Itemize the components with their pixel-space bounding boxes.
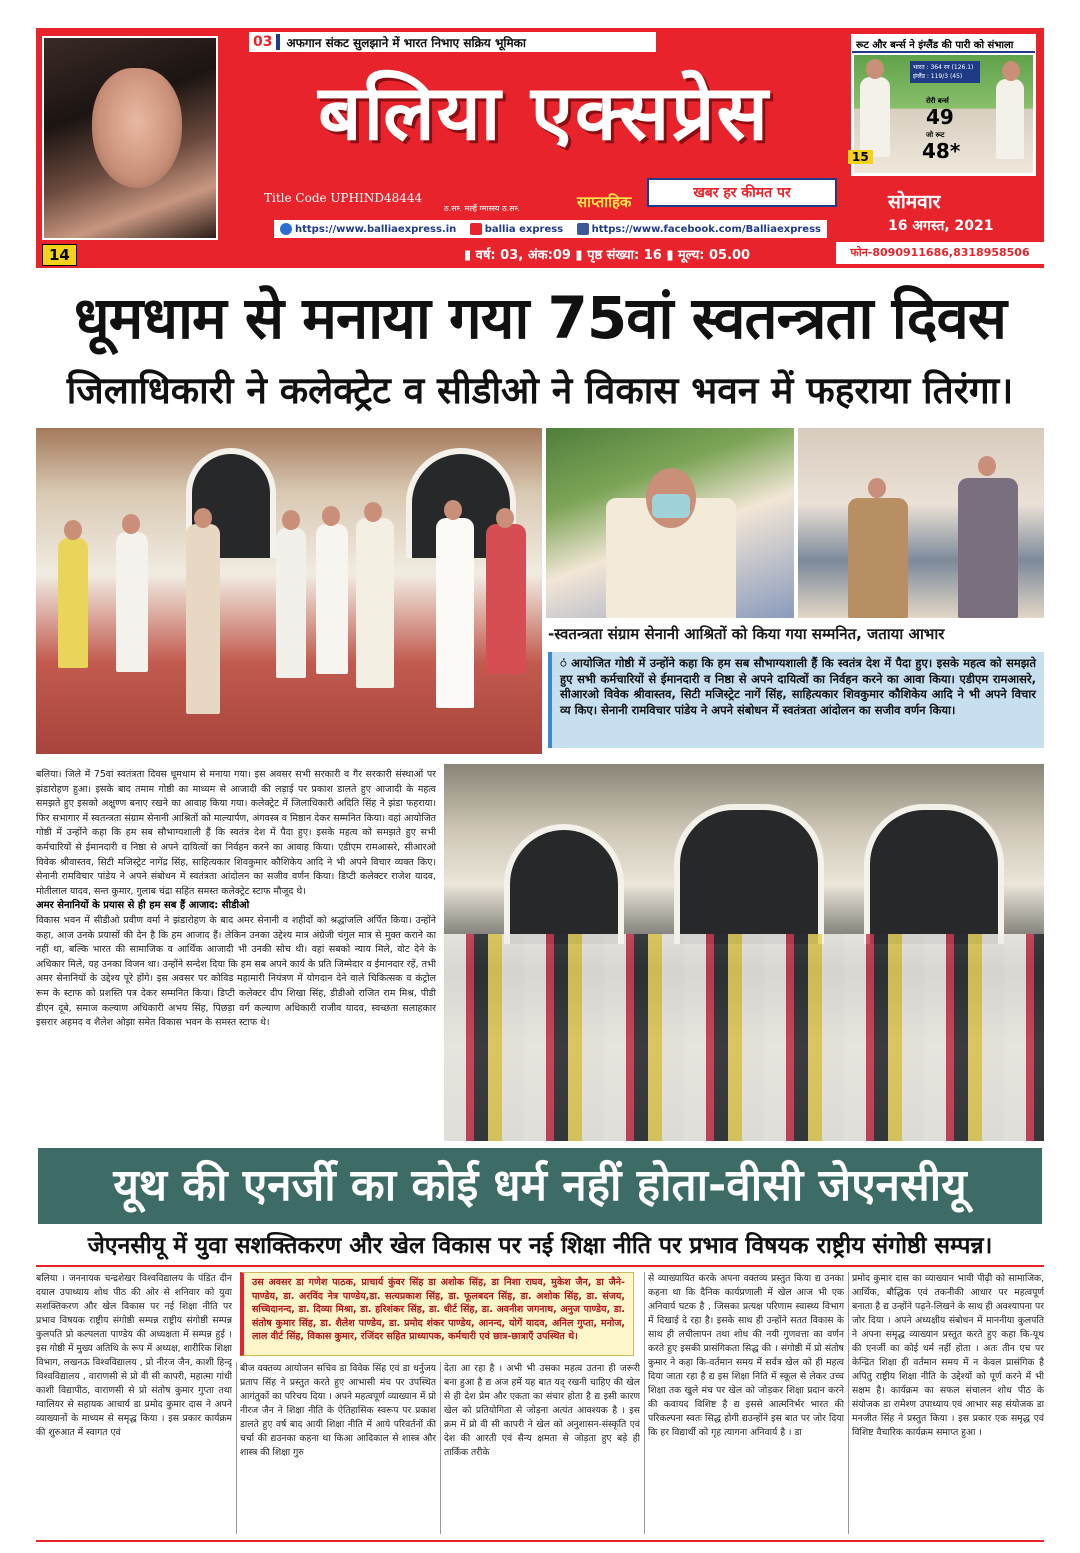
model-portrait-image: [42, 36, 218, 240]
issue-info: ▮ वर्ष: 03, अंक:09 ▮ पृष्ठ संख्या: 16 ▮ मूल्य: 05.00: [464, 248, 751, 263]
website-link[interactable]: https://www.balliaexpress.in: [280, 223, 456, 235]
ticker-text: अफगान संकट सुलझाने में भारत निभाए सक्रिय भूमिका: [286, 35, 526, 50]
youtube-icon: [470, 223, 482, 235]
cricket-headline: रूट और बर्न्स ने इंग्लैंड की पारी को संभाला: [852, 35, 1035, 53]
issue-date: 16 अगस्त, 2021: [888, 218, 994, 234]
cricket-photo: [854, 55, 1033, 173]
player1-score: 49: [926, 105, 954, 129]
divider: [848, 1272, 849, 1534]
weekday: सोमवार: [888, 191, 941, 213]
photo-caption: -स्वतन्त्रता संग्राम सेनानी आश्रितों को किया गया सम्मनित, जताया आभार: [548, 625, 945, 643]
masthead: [36, 28, 1044, 268]
story1-paragraph-1: बलिया। जिले में 75वां स्वतंत्रता दिवस धूमधाम से मनाया गया। इस अवसर सभी सरकारी व गैर सरकारी संस्थाओं पर झंडारोहण हुआ। इसके बाद तमाम गोष्ठी का माध्यम से आजादी की लड़ाई पर प्रकाश डालते हुए आजादी के महत्व समझते हुए इसको अक्षुण्ण बनाए रखने का आवाह किया गया। कलेक्ट्रेट में जिलाधिकारी अदिति सिंह ने झंडा फहराया। फिर सभागार में स्वतन्त्रता संग्राम सेनानी आश्रितों को माल्यार्पण, अंगवस्त्र व मिष्ठान देकर सम्मनित किया। वहां आयोजित गोष्ठी में उन्होंने कहा कि हम सब सौभाग्यशाली हैं कि स्वतंत्र देश में पैदा हुए। इसके महत्व को समझते हुए सभी कर्मचारियों से ईमानदारी व निष्ठा से अपने दायित्वों का निर्वहन करने का आवाह किया। एडीएम रामआसरे, सीआरओ विवेक श्रीवास्तव, सिटी मजिस्ट्रेट नागेंद्र सिंह, साहित्यकार शिवकुमार कौशिकेय आदि ने भी अपने विचार व्यक्त किए। सेनानी रामविचार पांडेय ने अपने संबोधन में स्वतंत्रता आंदोलन का सजीव वर्णन किया। डिप्टी कलेक्टर राजेश यादव, मोतीलाल यादव, सन्त कुमार, गुलाब चंद्रा सहित समस्त कलेक्ट्रेट स्टाफ मौजूद थे।: [36, 769, 436, 897]
ticker-page-number: 03: [249, 34, 280, 50]
attendees-highlight: उस अवसर डा गणेश पाठक, प्राचार्य कुंवर सिंह डा अशोक सिंह, डा निशा राघव, मुकेश जैन, डा जैने- पाण्डेय, डा. अरविंद नेत्र पाण्डेय,डा. सत्यप्रकाश सिंह, डा. फूलबदन सिंह, डा. अशोक सिंह, डा. संजय, सच्चिदानन्द, डा. दिव्या मिश्रा, डा. हरिशंकर सिंह, डा. धीर्ट सिंह, डा. अवनीश जगनाथ, अनुज पाण्डेय, डा. संतोष कुमार सिंह, डा. शैलेश पाण्डेय, डा. प्रमोद शंकर पाण्डेय, आनन्द, योगें यादव, अनिल गुप्ता, मनोज, लाल वीर्ट सिंह, विकास कुमार, रजिंदर सहित प्राध्यापक, कर्मचारी एवं छात्र-छात्राएँ उपस्थित थे।: [240, 1272, 634, 1356]
main-subheadline: जिलाधिकारी ने कलेक्ट्रेट व सीडीओ ने विकास भवन में फहराया तिरंगा।: [66, 369, 1014, 412]
story1-paragraph-2: विकास भवन में सीडीओ प्रवीण वर्मा ने झंडारोहण के बाद अमर सेनानी व शहीदों को श्रद्धांजलि अर्पित किया। उन्होंने कहा, आज उनके प्रयासों की देन है कि हम आजाद हैं। लेकिन उनका उद्देश्य मात्र अंग्रेजी चंगुल मात्र से मुक्त कराने का नहीं था, बल्कि भारत की सामाजिक व आर्थिक आजादी भी उनकी सोच थी। वहां सबको न्याय मिले, वोट देने के अधिकार मिले, यह उनका विजन था। उन्होंने सन्देश दिया कि हम सब अपने कार्य के प्रति जिम्मेदार व ईमानदार रहें, तभी अमर सेनानियों के उद्देश्य पूरे होंगे। इस अवसर पर कोविड महामारी नियंत्रण में योगदान देने वाले चिकित्सक व कंट्रोल रूम के स्टाफ को प्रशस्ति पत्र देकर सम्मनित किया। डिप्टी कलेक्टर दीप शिखा सिंह, डीडीओ राजित राम मिश्र, पीडी डीएन दूबे, समाज कल्याण अधिकारी अभय सिंह, पिछड़ा वर्ग कल्याण अधिकारी राजीव यादव, स्वच्छता सलाहकार इसरार अहमद व शैलेश ओझा समेत विकास भवन के समस्त स्टाफ थे।: [36, 914, 436, 1029]
weekly-label: साप्ताहिक: [577, 193, 632, 211]
globe-icon: [280, 223, 292, 235]
social-links-bar: [274, 220, 827, 238]
quote-box: ं आयोजित गोष्ठी में उन्होंने कहा कि हम सब सौभाग्यशाली हैं कि स्वतंत्र देश में पैदा हुए। इसके महत्व को समझते हुए सभी कर्मचारियों से ईमानदारी व निष्ठा से अपने दायित्वों का निर्वहन करने का आवा किया। एडीएम रामआसरे, सीआरओ विवेक श्रीवास्तव, सिटी मजिस्ट्रेट नागें सिंह, साहित्यकार शिवकुमार कौशिकेय आदि ने भी अपने विचार व्य किए। सेनानी रामविचार पांडेय ने अपने संबोधन में स्वतंत्रता आंदोलन का सजीव वर्णन किया।: [548, 652, 1044, 748]
divider: [440, 1362, 441, 1534]
phone-numbers: फोन-8090911686,8318958506: [836, 242, 1044, 264]
vikas-bhawan-group-photo: [444, 764, 1044, 1141]
flag-hoisting-photo: [36, 428, 542, 754]
felicitation-photo: [798, 428, 1044, 618]
story1-body: [36, 768, 436, 1142]
youtube-link[interactable]: ballia express: [470, 223, 563, 235]
story1-subhead: अमर सेनानियों के प्रयास से ही हम सब हैं आजाद: सीडीओ: [36, 900, 250, 912]
divider: [36, 1540, 1044, 1542]
editor-line: ठ.सम्‍. मल्हैं ग्मास्स्य ठ.सम्‍.: [444, 204, 521, 213]
page-number-left: 14: [42, 244, 77, 266]
story2-subheadline: जेएनसीयू में युवा सशक्तिकरण और खेल विकास पर नई शिक्षा नीति पर प्रभाव विषयक राष्ट्रीय संगोष्ठी सम्पन्न।: [87, 1233, 993, 1259]
story2-column-5: प्रमोद कुमार दास का व्याख्यान भावी पीढ़ी को सामाजिक, आर्थिक, बौद्धिक एवं तकनीकी आधार पर महत्वपूर्ण बनाता है द्य उन्होंने पढ़ने-लिखने के साथ ही अवश्यापना पर जोर दिया । अपने अध्यक्षीय संबोधन में माननीया कुलपति ने अपना समृद्ध व्याख्यान प्रस्तुत करते हुए कहा कि-यूथ की एनर्जी का कोई धर्म नहीं होता । अतः तीन एच पर केन्द्रित शिक्षा ही वर्तमान समय में न केवल प्रासंगिक है अपितु राष्ट्रीय शिक्षा नीति के उद्देश्यों को पूर्ण करने में भी सक्षम है। कार्यक्रम का सफल संचालन शोध पीठ के संयोजक डा रामेश्ण उपाध्याय एवं आभार सह संयोजक डा मनजीत सिंह ने प्रस्तुत किया । इस प्रकार एक समृद्ध एवं विशिष्ट वैचारिक कार्यक्रम समाप्त हुआ ।: [852, 1273, 1044, 1438]
story2-column-4: से व्याख्यायित करके अपना वक्तव्य प्रस्तुत किया द्य उनका कहना था कि दैनिक कार्यप्रणाली में खेल आज भी एक अनिवार्य घटक है , जिसका प्रत्यक्ष परिणाम स्वास्थ्य विभाग में दिखाई दे रहा है। इसके साथ ही उन्होंने सतत विकास के साथ ही लचीलापन तथा शोध की नयी गुणवत्ता का वर्णन करते हुए इसकी प्रासंगिकता सिद्ध की । संगोष्ठी में प्रो संतोष कुमार ने कहा कि-वर्तमान समय में सर्वत्र खेल को ही महत्व दिया जाता रहा है द्य इस शिक्षा निति में स्कूल से लेकर उच्च शिक्षा तक खुले मंच पर खेल को जोड़कर शिक्षा प्रदान करने की कवायद विशिष्ट है द्य इससे आत्मनिर्भर भारत की परिकल्पना स्वतः सिद्ध होगी द्यउन्होंने इस बात पर जोर दिया कि हर विद्यार्थी को गृह त्यागना अनिवार्य है । डा: [648, 1273, 844, 1438]
story2-column-3: देता आ रहा है । अभी भी उसका महत्व उतना ही जरूरी बना हुआ है द्य अज हमें यह बात यद् रखनी चाहिए की खेल से ही देश प्रेम और एकता का संचार होता है द्य इसी कारण खेल को प्रतियोगिता से जोड़ना अत्यंत आवश्यक है । इस क्रम में प्रो वी सी कापरी ने खेल को अनुशासन-संस्कृति एवं देश की आरती एवं सैन्य क्षमता से जोड़ता हुए बड़े ही तार्किक तरीके: [444, 1363, 640, 1458]
slogan: खबर हर कीमत पर: [647, 178, 837, 207]
facebook-link[interactable]: https://www.facebook.com/Balliaexpress: [577, 223, 821, 235]
cricket-teaser[interactable]: [851, 34, 1036, 176]
divider: [236, 1362, 237, 1534]
scoreboard: भारत : 364 रन (126.1) इंग्लैंड : 119/3 (45): [910, 61, 980, 83]
player1-name: रोरी बर्न्स: [926, 97, 949, 105]
facebook-icon: [577, 223, 589, 235]
player2-name: जो रूट: [926, 131, 945, 139]
divider: [36, 1265, 1044, 1267]
page-number-right: 15: [848, 150, 873, 164]
front-ticker[interactable]: [249, 32, 656, 52]
collector-salute-photo: [546, 428, 794, 618]
divider: [644, 1272, 645, 1534]
title-code: Title Code UPHIND48444: [264, 191, 423, 205]
newspaper-logo: बलिया एक्सप्रेस: [318, 68, 770, 157]
story2-column-1: बलिया । जननायक चन्द्रशेखर विश्वविद्यालय के पंडित दीन दयाल उपाध्याय शोध पीठ की ओर से शनिवार को युवा सशक्तिकरण और खेल विकास पर नई शिक्षा नीति पर प्रभाव विषयक राष्ट्रीय संगोष्ठी सम्पन्न राष्ट्रीय संगोष्ठी सम्पन्न कुलपति प्रो कल्पलता पाण्डेय की अध्यक्षता में सम्पन्न हुई । इस गोष्ठी में मुख्य अतिथि के रूप में अध्यक्ष, शारीरिक शिक्षा विभाग, लखनऊ विश्वविद्यालय , प्रो नीरज जैन, काशी हिन्दू विश्वविद्यालय , वाराणसी से प्रो वी सी कापरी, महात्मा गांधी काशी विद्यापीठ, वाराणसी से प्रो संतोष कुमार गुप्ता तथा ग्वालियर से सहायक आचार्य डा प्रमोद कुमार दास ने अपने व्याख्यानों के माध्यम से समृद्ध किया । इस प्रकार कार्यक्रम की शुरुआत में स्वागत एवं: [36, 1273, 232, 1438]
story2-column-2: बीज वक्तव्य आयोजन सचिव डा विवेक सिंह एवं डा धर्नुजय प्रताप सिंह ने प्रस्तुत करते हुए आभासी मंच पर उपस्थित आगंतुकों का परिचय दिया । अपने महत्वपूर्ण व्याख्यान में प्रो नीरज जैन ने शिक्षा नीति के ऐतिहासिक स्वरूप पर प्रकाश डालते हुए वर्ष बाद आयी शिक्षा नीति में आये परिवर्तनों की चर्चा की द्यउनका कहना था किआ आदिकाल से शास्त्र और शास्त्र की शिक्षा गुरु: [240, 1363, 436, 1458]
main-headline: धूमधाम से मनाया गया 75वां स्वतन्त्रता दिवस: [73, 284, 1007, 352]
story2-headline: यूथ की एनर्जी का कोई धर्म नहीं होता-वीसी जेएनसीयू: [38, 1148, 1042, 1224]
player2-score: 48*: [922, 139, 961, 163]
